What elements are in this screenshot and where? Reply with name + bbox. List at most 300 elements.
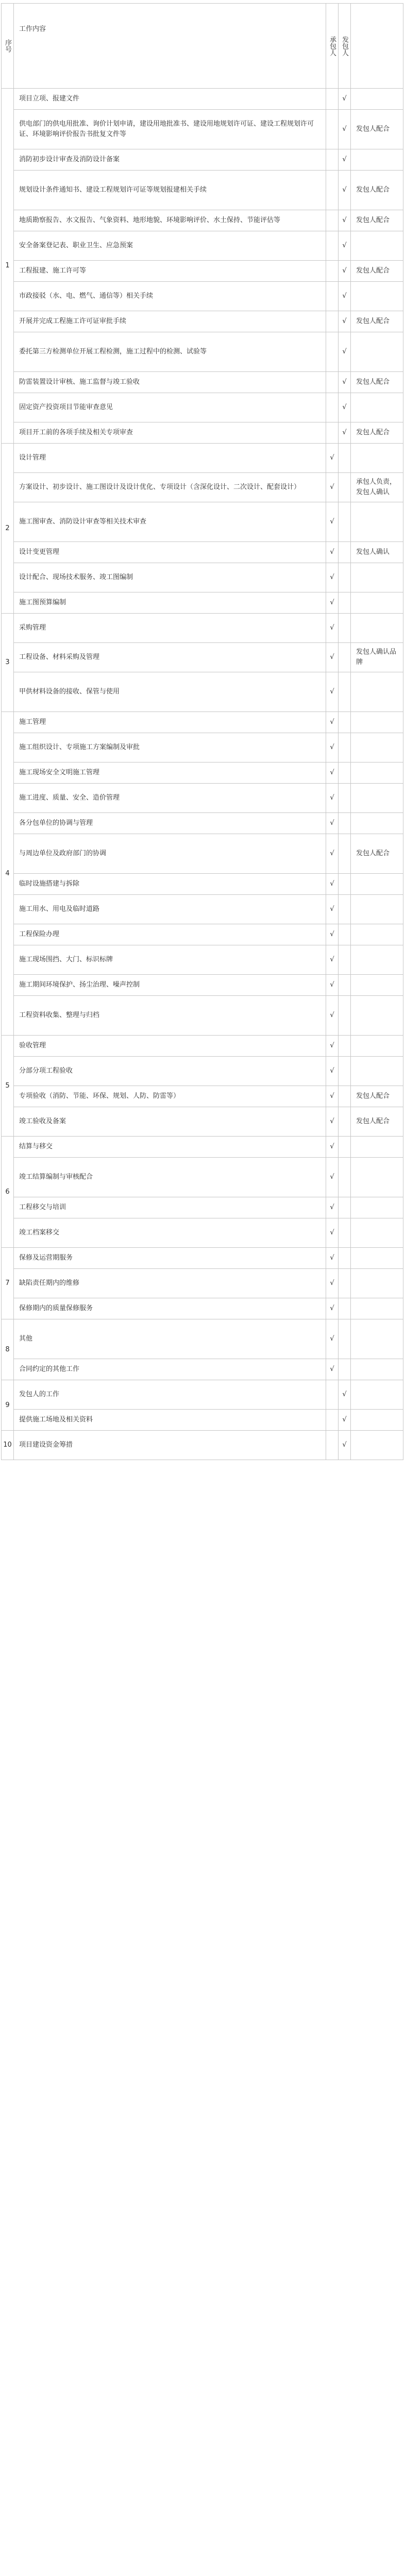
table-row	[2, 762, 403, 784]
work-item-text: 工程资料收集、整理与归档	[19, 1011, 100, 1019]
row-col-a-mark: √	[326, 1218, 339, 1248]
row-note: 发包人配合	[351, 261, 403, 282]
row-work-item	[14, 444, 326, 473]
row-note	[351, 444, 403, 473]
row-note	[351, 895, 403, 924]
row-note: 发包人配合	[351, 1086, 403, 1107]
row-work-item	[14, 282, 326, 311]
work-item-text: 施工管理	[19, 718, 46, 726]
row-col-a-mark: √	[326, 1158, 339, 1197]
row-col-b-mark: √	[339, 231, 351, 261]
row-col-a-mark: √	[326, 1269, 339, 1298]
table-row	[2, 1298, 403, 1319]
row-work-item	[14, 171, 326, 210]
row-note	[351, 1137, 403, 1158]
table-row	[2, 1269, 403, 1298]
row-col-a-mark: √	[326, 1137, 339, 1158]
work-item-text: 甲供材料设备的接收、保管与使用	[19, 688, 120, 696]
row-work-item	[14, 712, 326, 733]
row-note	[351, 784, 403, 813]
row-col-b-mark	[339, 542, 351, 563]
row-col-a-mark	[326, 231, 339, 261]
row-note	[351, 563, 403, 592]
row-note	[351, 924, 403, 945]
row-note	[351, 393, 403, 422]
row-col-a-mark: √	[326, 874, 339, 895]
row-col-b-mark	[339, 1107, 351, 1137]
row-col-b-mark	[339, 712, 351, 733]
row-col-b-mark	[339, 1036, 351, 1057]
row-work-item	[14, 149, 326, 171]
row-col-a-mark: √	[326, 563, 339, 592]
row-note	[351, 1218, 403, 1248]
header-col-a: 承包人	[326, 4, 339, 89]
table-row	[2, 372, 403, 393]
row-note	[351, 1158, 403, 1197]
work-item-text: 规划设计条件通知书、建设工程规划许可证等规划报建相关手续	[19, 186, 207, 194]
row-work-item	[14, 784, 326, 813]
row-col-a-mark: √	[326, 924, 339, 945]
row-work-item	[14, 89, 326, 110]
work-item-text: 开展并完成工程施工许可证审批手续	[19, 317, 127, 325]
work-item-text: 施工用水、用电及临时道路	[19, 905, 100, 913]
row-note	[351, 231, 403, 261]
row-col-a-mark: √	[326, 1036, 339, 1057]
row-work-item	[14, 1036, 326, 1057]
row-note	[351, 149, 403, 171]
row-note	[351, 1431, 403, 1460]
row-col-b-mark	[339, 1298, 351, 1319]
row-col-a-mark: √	[326, 614, 339, 643]
table-row	[2, 1197, 403, 1218]
row-col-a-mark: √	[326, 502, 339, 542]
row-col-a-mark: √	[326, 444, 339, 473]
row-note	[351, 762, 403, 784]
row-note	[351, 1057, 403, 1086]
row-note	[351, 996, 403, 1036]
table-row	[2, 542, 403, 563]
table-row	[2, 614, 403, 643]
table-row	[2, 784, 403, 813]
row-note	[351, 1269, 403, 1298]
row-work-item	[14, 733, 326, 762]
row-note	[351, 975, 403, 996]
row-work-item	[14, 502, 326, 542]
header-seq: 序号	[2, 4, 14, 89]
row-note: 发包人配合	[351, 422, 403, 444]
row-col-b-mark	[339, 502, 351, 542]
row-col-a-mark: √	[326, 1248, 339, 1269]
row-work-item	[14, 1197, 326, 1218]
row-col-b-mark	[339, 975, 351, 996]
row-work-item	[14, 1359, 326, 1380]
row-note	[351, 1319, 403, 1359]
row-note	[351, 332, 403, 372]
row-work-item	[14, 672, 326, 712]
row-work-item	[14, 1107, 326, 1137]
row-col-a-mark: √	[326, 733, 339, 762]
table-row	[2, 924, 403, 945]
row-col-a-mark	[326, 110, 339, 149]
row-col-a-mark: √	[326, 1197, 339, 1218]
work-item-text: 固定资产投资项目节能审查意见	[19, 403, 113, 411]
row-col-b-mark: √	[339, 422, 351, 444]
row-col-a-mark: √	[326, 1319, 339, 1359]
table-row	[2, 1431, 403, 1460]
table-row	[2, 945, 403, 975]
row-work-item	[14, 1410, 326, 1431]
row-seq: 8	[2, 1319, 14, 1380]
work-item-text: 施工期间环境保护、扬尘治理、噪声控制	[19, 981, 140, 989]
row-col-b-mark	[339, 563, 351, 592]
row-col-b-mark	[339, 1057, 351, 1086]
work-item-text: 地质勘察报告、水文报告、气象资料、地形地貌、环境影响评价、水土保持、节能评估等	[19, 216, 281, 224]
row-col-a-mark: √	[326, 1057, 339, 1086]
row-note	[351, 733, 403, 762]
header-col-b: 发包人	[339, 4, 351, 89]
row-col-b-mark: √	[339, 261, 351, 282]
table-row	[2, 1218, 403, 1248]
table-row	[2, 422, 403, 444]
row-note: 发包人配合	[351, 210, 403, 231]
row-col-b-mark	[339, 1359, 351, 1380]
row-col-b-mark: √	[339, 149, 351, 171]
row-col-b-mark	[339, 1269, 351, 1298]
row-col-b-mark	[339, 733, 351, 762]
row-col-a-mark: √	[326, 1107, 339, 1137]
row-note	[351, 282, 403, 311]
table-row	[2, 895, 403, 924]
work-item-text: 施工现场围挡、大门、标识标牌	[19, 956, 113, 963]
table-row	[2, 282, 403, 311]
row-col-b-mark	[339, 784, 351, 813]
table-row	[2, 672, 403, 712]
row-seq: 3	[2, 614, 14, 712]
row-col-b-mark	[339, 672, 351, 712]
table-row	[2, 231, 403, 261]
row-work-item	[14, 1086, 326, 1107]
work-item-text: 工程移交与培训	[19, 1204, 66, 1211]
row-seq: 7	[2, 1248, 14, 1319]
row-col-b-mark: √	[339, 1410, 351, 1431]
row-col-a-mark: √	[326, 834, 339, 874]
row-col-a-mark	[326, 282, 339, 311]
work-item-text: 保修期内的质量保修服务	[19, 1304, 93, 1312]
work-item-text: 保修及运营期服务	[19, 1254, 73, 1262]
row-work-item	[14, 372, 326, 393]
table-row	[2, 1319, 403, 1359]
row-note	[351, 502, 403, 542]
row-note	[351, 672, 403, 712]
work-item-text: 发包人的工作	[19, 1391, 60, 1398]
work-item-text: 施工进度、质量、安全、造价管理	[19, 794, 120, 802]
row-col-a-mark	[326, 89, 339, 110]
work-item-text: 施工图审查、消防设计审查等相关技术审查	[19, 518, 147, 526]
work-item-text: 各分包单位的协调与管理	[19, 819, 93, 827]
row-note: 发包人配合	[351, 171, 403, 210]
work-item-text: 施工图预算编制	[19, 599, 66, 606]
row-work-item	[14, 592, 326, 614]
table-row	[2, 1158, 403, 1197]
table-row	[2, 210, 403, 231]
row-col-a-mark: √	[326, 1086, 339, 1107]
row-col-a-mark	[326, 171, 339, 210]
row-col-b-mark: √	[339, 110, 351, 149]
work-item-text: 安全备案登记表、职业卫生、应急预案	[19, 242, 133, 249]
row-note: 发包人确认	[351, 542, 403, 563]
table-row	[2, 643, 403, 672]
work-item-text: 工程设备、材料采购及管理	[19, 653, 100, 661]
work-item-text: 消防初步设计审查及消防设计备案	[19, 156, 120, 163]
row-col-a-mark	[326, 393, 339, 422]
row-work-item	[14, 762, 326, 784]
row-note: 发包人配合	[351, 372, 403, 393]
table-header	[2, 4, 403, 89]
row-col-b-mark: √	[339, 1431, 351, 1460]
row-col-b-mark	[339, 1197, 351, 1218]
row-col-a-mark	[326, 422, 339, 444]
row-col-a-mark: √	[326, 945, 339, 975]
table-body	[2, 89, 403, 1460]
row-work-item	[14, 895, 326, 924]
table-row	[2, 502, 403, 542]
work-item-text: 采购管理	[19, 624, 46, 632]
row-col-a-mark: √	[326, 975, 339, 996]
row-note	[351, 1410, 403, 1431]
row-note	[351, 614, 403, 643]
work-item-text: 验收管理	[19, 1042, 46, 1049]
table-row	[2, 1036, 403, 1057]
row-work-item	[14, 422, 326, 444]
row-col-b-mark	[339, 924, 351, 945]
row-col-b-mark: √	[339, 210, 351, 231]
table-row	[2, 712, 403, 733]
row-work-item	[14, 1269, 326, 1298]
row-col-b-mark: √	[339, 311, 351, 332]
row-work-item	[14, 473, 326, 502]
row-col-a-mark	[326, 332, 339, 372]
row-seq: 6	[2, 1137, 14, 1248]
work-item-text: 其他	[19, 1335, 33, 1343]
row-work-item	[14, 261, 326, 282]
row-col-b-mark	[339, 895, 351, 924]
row-col-b-mark	[339, 996, 351, 1036]
work-item-text: 工程报建、施工许可等	[19, 267, 87, 275]
row-col-b-mark	[339, 1086, 351, 1107]
table-row	[2, 332, 403, 372]
row-col-a-mark: √	[326, 542, 339, 563]
table-row	[2, 444, 403, 473]
row-work-item	[14, 231, 326, 261]
row-col-b-mark	[339, 762, 351, 784]
header-work: 工作内容	[14, 4, 326, 89]
work-item-text: 竣工验收及备案	[19, 1117, 66, 1125]
row-work-item	[14, 1298, 326, 1319]
work-item-text: 供电部门的供电用批准、询价计划申请，建设用地批准书、建设用地规划许可证、建设工程规划许可证、环境影响评价报告书批复文件等	[19, 120, 314, 138]
row-work-item	[14, 563, 326, 592]
row-col-b-mark	[339, 444, 351, 473]
row-work-item	[14, 924, 326, 945]
row-work-item	[14, 1380, 326, 1410]
row-col-a-mark: √	[326, 1359, 339, 1380]
row-col-a-mark	[326, 149, 339, 171]
row-col-b-mark	[339, 643, 351, 672]
work-item-text: 合同约定的其他工作	[19, 1365, 80, 1373]
row-work-item	[14, 1248, 326, 1269]
table-row	[2, 1057, 403, 1086]
row-work-item	[14, 643, 326, 672]
header-note	[351, 4, 403, 89]
row-work-item	[14, 332, 326, 372]
row-col-b-mark	[339, 1218, 351, 1248]
row-note	[351, 89, 403, 110]
row-note: 发包人配合	[351, 834, 403, 874]
work-item-text: 设计配合、现场技术服务、竣工图编制	[19, 573, 133, 581]
work-item-text: 临时设施搭建与拆除	[19, 880, 80, 888]
row-col-b-mark	[339, 945, 351, 975]
table-row	[2, 563, 403, 592]
table-row	[2, 261, 403, 282]
work-item-text: 专项验收（消防、节能、环保、规划、人防、防雷等）	[19, 1092, 180, 1100]
row-work-item	[14, 1431, 326, 1460]
row-col-a-mark: √	[326, 895, 339, 924]
work-item-text: 缺陷责任期内的维修	[19, 1279, 80, 1287]
row-work-item	[14, 1057, 326, 1086]
row-col-a-mark: √	[326, 592, 339, 614]
table-row	[2, 1380, 403, 1410]
row-col-a-mark	[326, 1410, 339, 1431]
row-note	[351, 945, 403, 975]
row-col-a-mark: √	[326, 784, 339, 813]
row-work-item	[14, 393, 326, 422]
row-col-b-mark	[339, 1319, 351, 1359]
row-col-b-mark	[339, 834, 351, 874]
row-work-item	[14, 614, 326, 643]
row-col-b-mark: √	[339, 372, 351, 393]
row-col-a-mark: √	[326, 762, 339, 784]
table-row	[2, 149, 403, 171]
row-col-a-mark: √	[326, 813, 339, 834]
table-row	[2, 1410, 403, 1431]
table-row	[2, 171, 403, 210]
table-row	[2, 874, 403, 895]
row-note	[351, 1248, 403, 1269]
row-col-b-mark: √	[339, 282, 351, 311]
row-col-a-mark: √	[326, 712, 339, 733]
work-item-text: 工程保险办理	[19, 930, 60, 938]
table-row	[2, 1248, 403, 1269]
work-item-text: 项目建设资金筹措	[19, 1441, 73, 1449]
row-col-b-mark	[339, 592, 351, 614]
table-row	[2, 592, 403, 614]
work-item-text: 与周边单位及政府部门的协调	[19, 850, 107, 857]
row-seq: 2	[2, 444, 14, 614]
row-col-a-mark	[326, 1431, 339, 1460]
work-item-text: 竣工结算编制与审核配合	[19, 1173, 93, 1181]
row-work-item	[14, 834, 326, 874]
table-row	[2, 311, 403, 332]
row-col-b-mark	[339, 813, 351, 834]
table-row	[2, 393, 403, 422]
table-row	[2, 733, 403, 762]
table-row	[2, 996, 403, 1036]
row-work-item	[14, 110, 326, 149]
table-row	[2, 834, 403, 874]
row-work-item	[14, 1218, 326, 1248]
table-row	[2, 1359, 403, 1380]
row-note	[351, 1359, 403, 1380]
row-work-item	[14, 311, 326, 332]
work-item-text: 项目开工前的各项手续及相关专项审查	[19, 429, 133, 436]
row-note	[351, 813, 403, 834]
row-work-item	[14, 1158, 326, 1197]
row-note: 发包人确认品牌	[351, 643, 403, 672]
work-item-text: 施工组织设计、专项施工方案编制及审批	[19, 743, 140, 751]
row-col-a-mark	[326, 311, 339, 332]
work-item-text: 方案设计、初步设计、施工图设计及设计优化、专项设计（含深化设计、二次设计、配套设计）	[19, 483, 301, 491]
row-col-b-mark: √	[339, 1380, 351, 1410]
row-note	[351, 1298, 403, 1319]
table-row	[2, 1107, 403, 1137]
row-work-item	[14, 1319, 326, 1359]
row-col-b-mark	[339, 1158, 351, 1197]
row-seq: 4	[2, 712, 14, 1036]
row-note: 发包人配合	[351, 1107, 403, 1137]
work-item-text: 设计变更管理	[19, 548, 60, 556]
row-col-b-mark	[339, 473, 351, 502]
row-col-a-mark	[326, 1380, 339, 1410]
row-col-a-mark: √	[326, 996, 339, 1036]
work-item-text: 市政接驳（水、电、燃气、通信等）相关手续	[19, 292, 154, 300]
table-row	[2, 813, 403, 834]
work-item-text: 分部分项工程验收	[19, 1067, 73, 1075]
table-row	[2, 473, 403, 502]
row-col-b-mark: √	[339, 171, 351, 210]
row-seq: 1	[2, 89, 14, 444]
row-work-item	[14, 542, 326, 563]
row-col-b-mark: √	[339, 89, 351, 110]
row-note: 发包人配合	[351, 311, 403, 332]
row-note	[351, 592, 403, 614]
table-row	[2, 1137, 403, 1158]
row-col-a-mark: √	[326, 1298, 339, 1319]
row-col-a-mark	[326, 372, 339, 393]
row-note: 发包人配合	[351, 110, 403, 149]
row-work-item	[14, 996, 326, 1036]
responsibility-table	[1, 3, 403, 1460]
row-work-item	[14, 210, 326, 231]
table-row	[2, 89, 403, 110]
row-note	[351, 1036, 403, 1057]
row-col-a-mark	[326, 210, 339, 231]
row-note	[351, 1380, 403, 1410]
row-note	[351, 1197, 403, 1218]
row-col-a-mark: √	[326, 643, 339, 672]
row-note	[351, 874, 403, 895]
work-item-text: 委托第三方检测单位开展工程检测，施工过程中的检测、试验等	[19, 348, 207, 355]
row-work-item	[14, 945, 326, 975]
row-note	[351, 712, 403, 733]
row-col-b-mark: √	[339, 332, 351, 372]
work-item-text: 竣工档案移交	[19, 1229, 60, 1236]
work-item-text: 设计管理	[19, 454, 46, 462]
work-item-text: 结算与移交	[19, 1143, 53, 1150]
row-col-b-mark	[339, 874, 351, 895]
row-col-a-mark	[326, 261, 339, 282]
row-work-item	[14, 975, 326, 996]
row-seq: 5	[2, 1036, 14, 1137]
row-work-item	[14, 874, 326, 895]
